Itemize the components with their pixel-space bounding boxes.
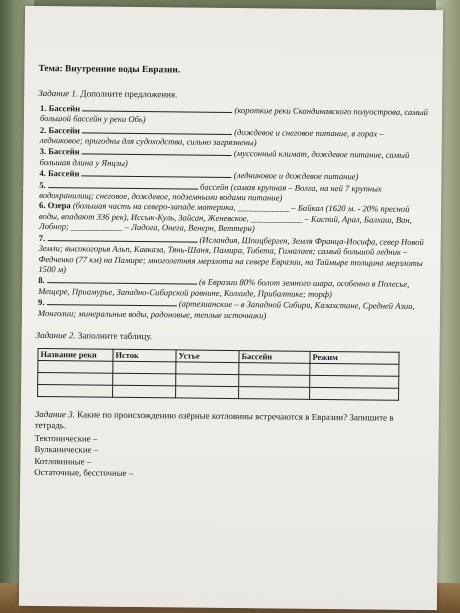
item-hint: (большая часть на северо-западе материка, ____________ – Байкал (1620 м. - 20% пресной воды, впадают 336 рек), Иссык-Куль, Зайсан, Женевское, ____________ – Каспий, Арал, Балхаш, Ван, Лобнор; ____________ – Ладога, Онега, Венерн, Веттерн) bbox=[38, 200, 412, 234]
column-header: Режим bbox=[310, 352, 399, 365]
fill-in-blank[interactable] bbox=[82, 146, 232, 157]
fill-in-blank[interactable] bbox=[82, 168, 232, 179]
column-header: Устье bbox=[176, 350, 239, 363]
table-cell[interactable] bbox=[38, 385, 113, 398]
item-number: 7. bbox=[38, 232, 46, 243]
column-header: Название реки bbox=[38, 349, 113, 362]
item-hint: (в Евразии 80% болот земного шара, особенно в Полесье, Мещере, Приамурье, Западно-Сибирской равнине, Колхиде, Прибалтике; торф) bbox=[38, 276, 410, 299]
task2-label: Задание 2. bbox=[35, 329, 76, 341]
fill-in-blank[interactable] bbox=[82, 102, 232, 113]
task2-heading bbox=[36, 330, 426, 344]
task1-label: Задание 1. bbox=[38, 88, 79, 99]
item-number: 3. Бассейн bbox=[39, 146, 80, 157]
fill-in-blank[interactable] bbox=[47, 296, 177, 306]
table-cell[interactable] bbox=[176, 362, 239, 375]
worksheet-content bbox=[34, 64, 428, 482]
table-cell[interactable] bbox=[113, 374, 176, 387]
column-header: Бассейн bbox=[239, 351, 310, 364]
task1-item-7 bbox=[38, 232, 426, 279]
list-item: Остаточные, бессточные – bbox=[34, 466, 134, 478]
table-cell[interactable] bbox=[113, 386, 176, 399]
table-cell[interactable] bbox=[310, 388, 399, 401]
item-number: 4. Бассейн bbox=[39, 168, 80, 179]
worksheet-page bbox=[19, 6, 443, 610]
table-cell[interactable] bbox=[239, 363, 310, 376]
task3-label: Задание 3. bbox=[34, 409, 75, 420]
task1-heading bbox=[38, 88, 428, 102]
fill-in-blank[interactable] bbox=[47, 232, 197, 243]
table-cell[interactable] bbox=[176, 374, 239, 387]
fill-in-blank[interactable] bbox=[48, 179, 198, 190]
table-cell[interactable] bbox=[113, 362, 176, 375]
task3-text: Какие по происхождению озёрные котловины встречаются в Евразии? Запишите в тетрадь. bbox=[34, 409, 394, 431]
task1-text: Дополните предложения. bbox=[80, 88, 178, 100]
item-hint: (ледниковое и дождевое питание) bbox=[233, 170, 359, 182]
task1-item-6 bbox=[39, 200, 427, 235]
task1-items bbox=[36, 102, 428, 322]
fill-in-blank[interactable] bbox=[82, 124, 232, 135]
item-number: 8. bbox=[38, 275, 45, 286]
fill-in-blank[interactable] bbox=[47, 274, 197, 285]
item-number: 1. Бассейн bbox=[40, 102, 81, 114]
table-cell[interactable] bbox=[38, 361, 113, 374]
task2-text: Заполните таблицу. bbox=[77, 330, 153, 342]
table-cell[interactable] bbox=[310, 364, 399, 377]
item-hint: (артезианские – в Западной Сибири, Казахстане, Средней Азии, Монголии; минеральные воды, радоновые, теплые источники) bbox=[37, 298, 415, 320]
item-number: 6. Озера bbox=[39, 200, 71, 211]
task3-heading bbox=[35, 409, 425, 434]
table-cell[interactable] bbox=[310, 376, 399, 389]
column-header: Исток bbox=[113, 350, 176, 363]
list-item: Вулканические – bbox=[34, 444, 99, 455]
table-cell[interactable] bbox=[38, 373, 113, 386]
page-title: Тема: Внутренние воды Евразии. bbox=[38, 63, 181, 76]
table-cell[interactable] bbox=[239, 375, 310, 388]
item-hint: (Исландия, Шпицберген, Земля Франца-Иосифа, север Новой Земли; высокогорья Альп, Кавказа, Тянь-Шаня, Памира, Тибета, Гималаев; самый большой ледник – Федченко (77 км) на Памире; многолетняя мерзлота на севере Евразии, на Таймыре толщина мерзлоты 1500 м) bbox=[38, 234, 424, 275]
item-hint: бассейн (самая крупная – Волга, на ней 7 крупных водохранилищ; снеговое, дождевое, подземными водами питание) bbox=[39, 181, 382, 203]
table-row bbox=[38, 385, 399, 401]
river-table bbox=[37, 348, 399, 401]
item-number: 9. bbox=[37, 297, 45, 308]
table-cell[interactable] bbox=[239, 387, 310, 400]
list-item: Тектонические – bbox=[34, 433, 98, 444]
task1-item-9 bbox=[38, 296, 426, 322]
lake-basin-types bbox=[34, 433, 424, 482]
item-number: 2. Бассейн bbox=[39, 124, 80, 136]
item-hint: (дождевое и снеговое питание, в горах – ледниковое; пригодны для судоходства, сильно загрязнены) bbox=[39, 126, 384, 148]
item-hint: (короткие реки Скандинавского полуострова, самый большой бассейн у реки Обь) bbox=[39, 104, 428, 125]
item-hint: (муссонный климат, дождевое питание, самый большая длина у Янцзы) bbox=[39, 148, 410, 168]
item-number: 5. bbox=[39, 179, 46, 190]
list-item: Котловинные – bbox=[34, 455, 92, 467]
table-cell[interactable] bbox=[176, 386, 239, 399]
